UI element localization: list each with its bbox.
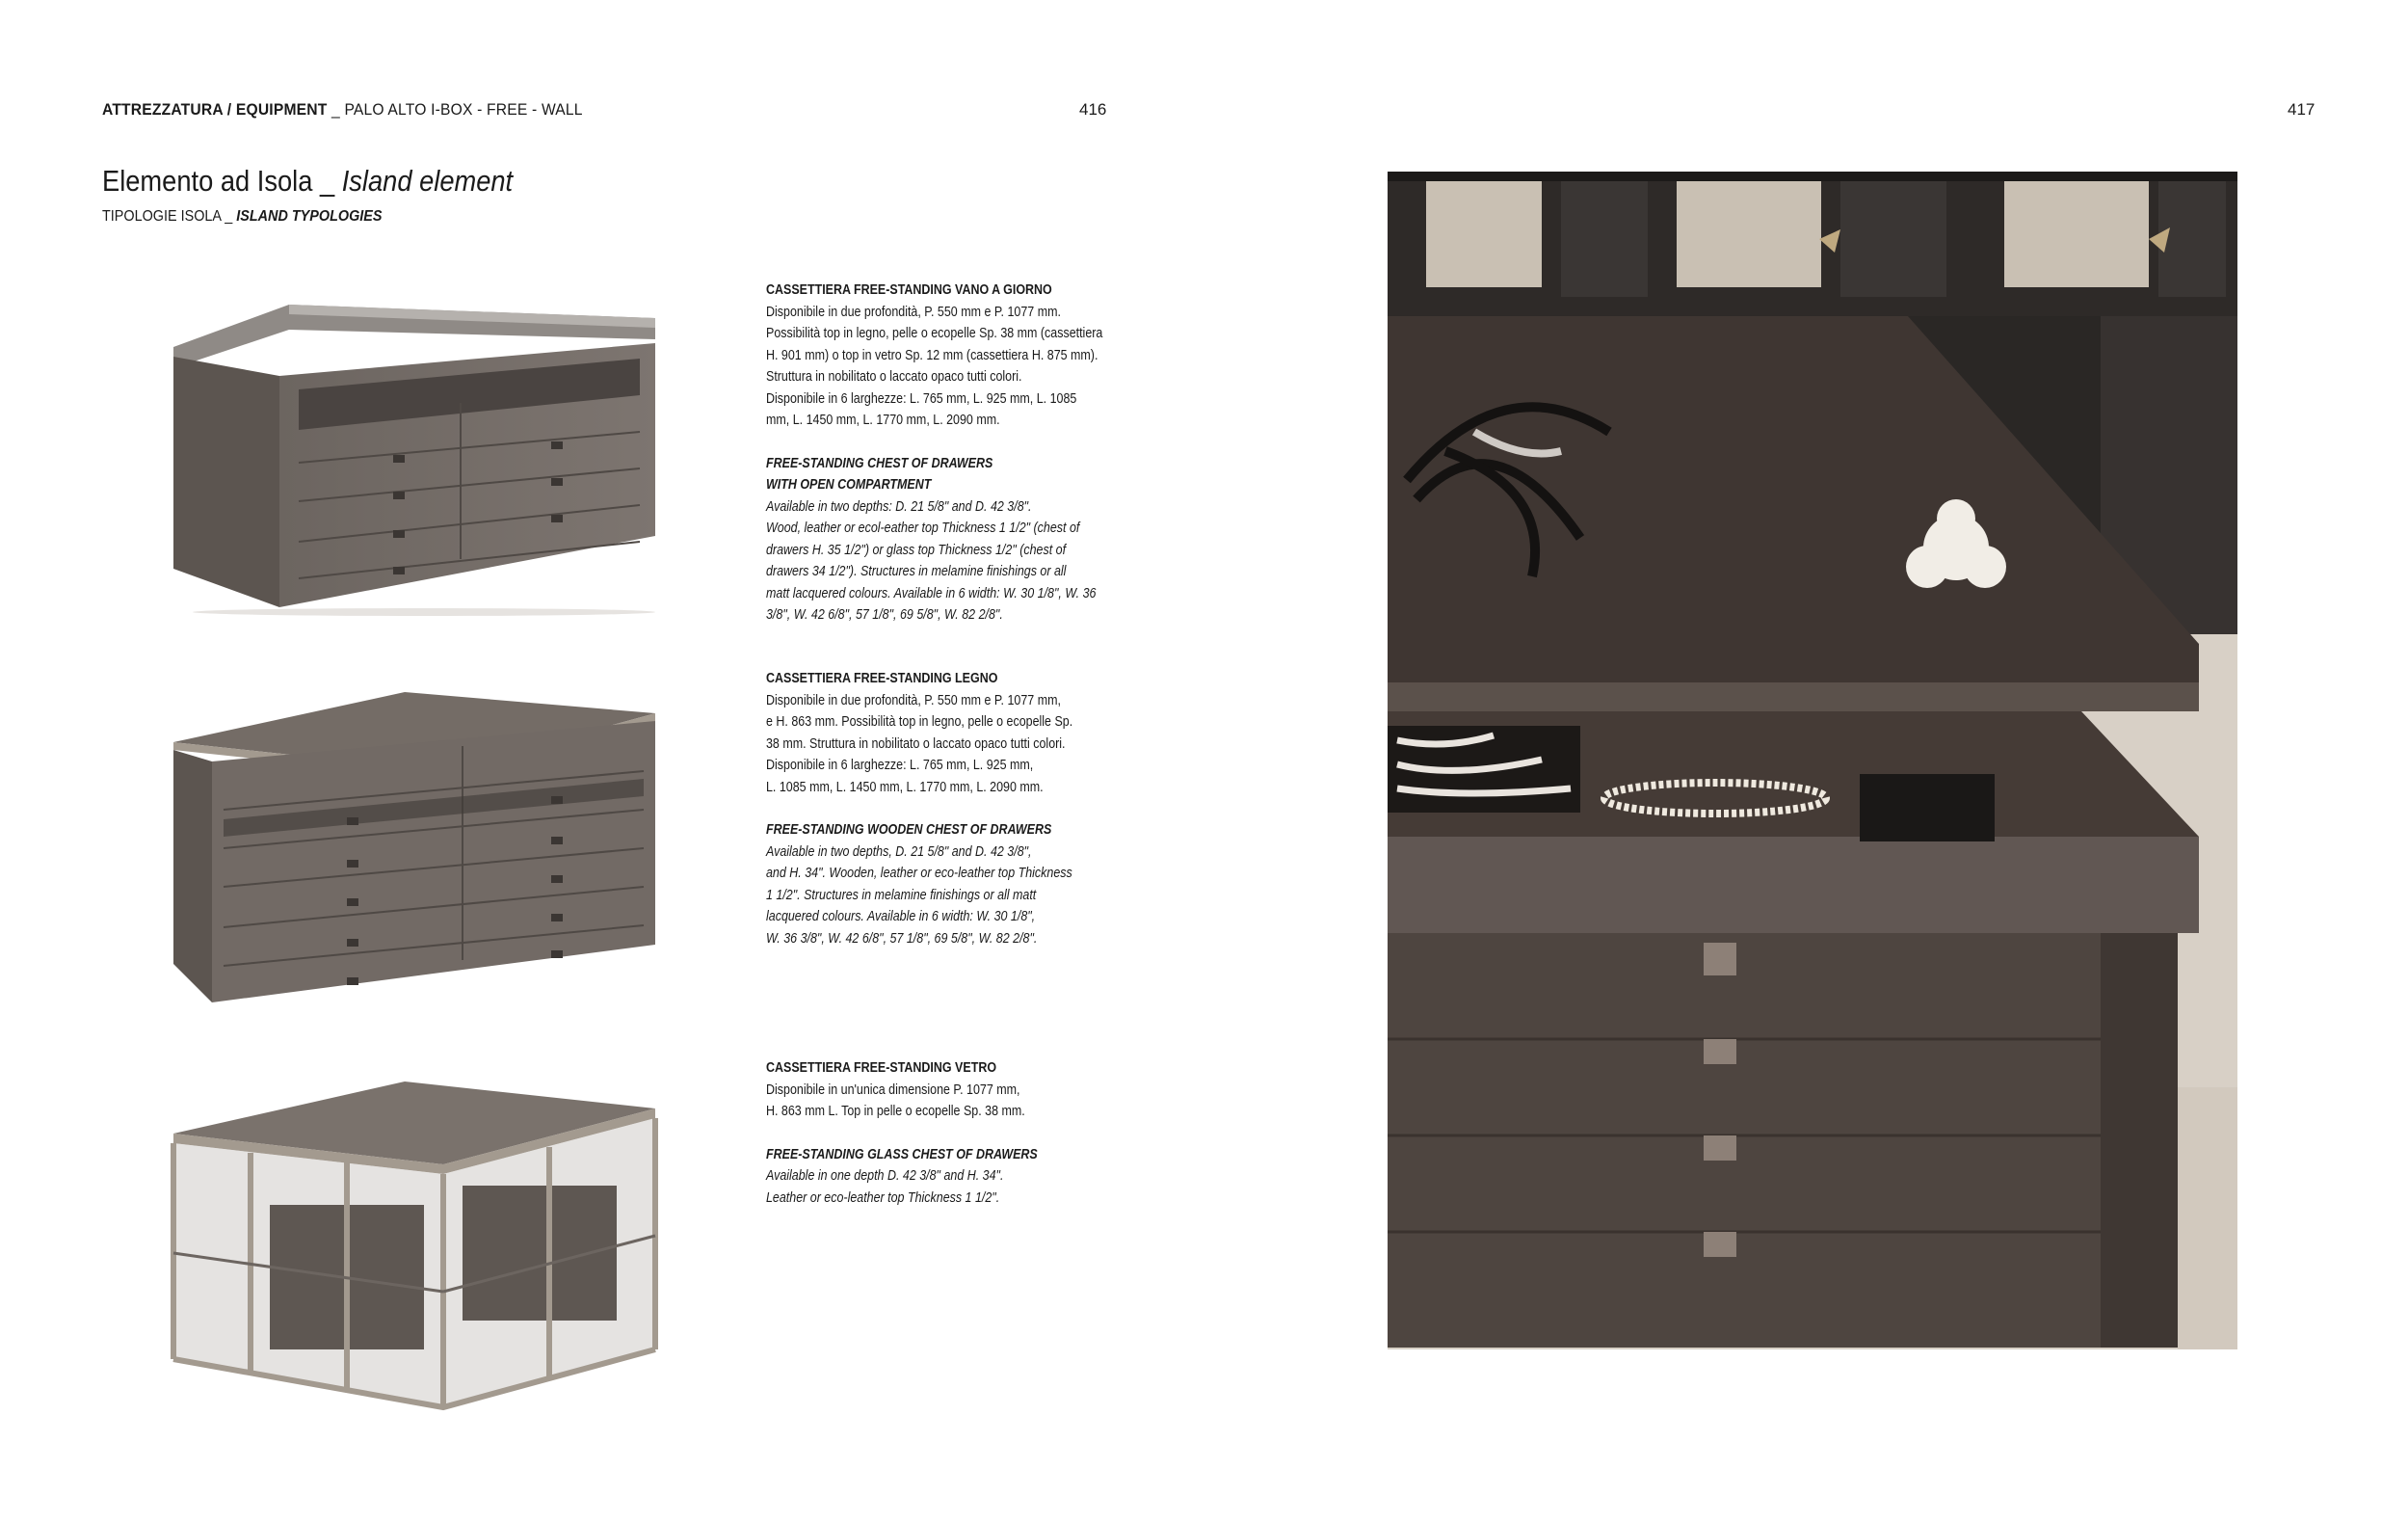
glass-chest-image bbox=[154, 1070, 675, 1417]
description-line: Possibilità top in legno, pelle o ecopelle Sp. 38 mm (cassettiera bbox=[766, 326, 1103, 341]
description-line-english: and H. 34". Wooden, leather or eco-leather top Thickness bbox=[766, 866, 1072, 881]
page-number-right: 417 bbox=[2288, 100, 2315, 119]
description-heading-english: FREE-STANDING WOODEN CHEST OF DRAWERS bbox=[766, 822, 1052, 838]
page-title bbox=[102, 164, 513, 199]
description-line-english: lacquered colours. Available in 6 width: W. 30 1/8", bbox=[766, 909, 1036, 924]
page-number-left: 416 bbox=[1079, 100, 1107, 119]
description-line-english: Available in one depth D. 42 3/8" and H. 34". bbox=[766, 1168, 1004, 1184]
description-line: Disponibile in un'unica dimensione P. 1077 mm, bbox=[766, 1081, 1020, 1098]
title-english: Island element bbox=[341, 164, 514, 198]
description-line-english: Available in two depths: D. 21 5/8" and D. 42 3/8". bbox=[766, 498, 1032, 515]
description-line: H. 901 mm) o top in vetro Sp. 12 mm (cassettiera H. 875 mm). bbox=[766, 347, 1098, 363]
description-line: 38 mm. Struttura in nobilitato o laccato opaco tutti colori. bbox=[766, 735, 1066, 752]
description-line: mm, L. 1450 mm, L. 1770 mm, L. 2090 mm. bbox=[766, 413, 1000, 428]
wooden-chest-image bbox=[154, 675, 675, 1022]
product-description-glass bbox=[766, 1057, 1114, 1209]
page-subtitle bbox=[102, 208, 522, 226]
description-line: Disponibile in 6 larghezze: L. 765 mm, L. 925 mm, bbox=[766, 758, 1034, 773]
open-compartment-chest-image bbox=[154, 289, 675, 617]
description-line-english: W. 36 3/8", W. 42 6/8", 57 1/8", 69 5/8", W. 82 2/8". bbox=[766, 930, 1038, 947]
subtitle-italian: TIPOLOGIE ISOLA _ bbox=[102, 208, 237, 225]
title-block bbox=[102, 164, 569, 226]
description-line-english: Wood, leather or ecol-eather top Thickness 1 1/2" (chest of bbox=[766, 521, 1080, 536]
description-heading-english: FREE-STANDING CHEST OF DRAWERS bbox=[766, 455, 993, 471]
description-line: Disponibile in due profondità, P. 550 mm e P. 1077 mm. bbox=[766, 304, 1061, 320]
subtitle-english: ISLAND TYPOLOGIES bbox=[236, 208, 383, 225]
section-subtitle: _ PALO ALTO I-BOX - FREE - WALL bbox=[327, 100, 583, 119]
product-description-open-compartment bbox=[766, 280, 1114, 627]
description-line-english: 3/8", W. 42 6/8", 57 1/8", 69 5/8", W. 82 2/8". bbox=[766, 607, 1003, 623]
description-heading-italian: CASSETTIERA FREE-STANDING VETRO bbox=[766, 1060, 997, 1076]
description-heading-italian: CASSETTIERA FREE-STANDING LEGNO bbox=[766, 671, 998, 686]
description-line: H. 863 mm L. Top in pelle o ecopelle Sp. 38 mm. bbox=[766, 1104, 1025, 1119]
description-heading-english: WITH OPEN COMPARTMENT bbox=[766, 477, 932, 493]
title-italian: Elemento ad Isola _ bbox=[102, 164, 342, 198]
product-description-wooden bbox=[766, 668, 1114, 949]
description-line: L. 1085 mm, L. 1450 mm, L. 1770 mm, L. 2090 mm. bbox=[766, 779, 1044, 795]
description-heading-italian: CASSETTIERA FREE-STANDING VANO A GIORNO bbox=[766, 282, 1052, 298]
description-line: Disponibile in 6 larghezze: L. 765 mm, L. 925 mm, L. 1085 bbox=[766, 390, 1077, 407]
room-photo bbox=[1388, 172, 2237, 1349]
description-line-english: Leather or eco-leather top Thickness 1 1/2". bbox=[766, 1189, 1000, 1206]
description-line-english: 1 1/2". Structures in melamine finishings or all matt bbox=[766, 887, 1037, 903]
description-line: e H. 863 mm. Possibilità top in legno, pelle o ecopelle Sp. bbox=[766, 714, 1073, 730]
description-line-english: matt lacquered colours. Available in 6 width: W. 30 1/8", W. 36 bbox=[766, 585, 1097, 601]
description-heading-english: FREE-STANDING GLASS CHEST OF DRAWERS bbox=[766, 1146, 1038, 1162]
description-line-english: drawers 34 1/2"). Structures in melamine finishings or all bbox=[766, 564, 1067, 579]
page-header bbox=[102, 100, 583, 120]
description-line: Disponibile in due profondità, P. 550 mm e P. 1077 mm, bbox=[766, 692, 1061, 708]
description-line-english: drawers H. 35 1/2") or glass top Thickness 1/2" (chest of bbox=[766, 542, 1067, 558]
section-title: ATTREZZATURA / EQUIPMENT bbox=[102, 100, 328, 119]
description-line-english: Available in two depths, D. 21 5/8" and D. 42 3/8", bbox=[766, 843, 1032, 860]
description-line: Struttura in nobilitato o laccato opaco tutti colori. bbox=[766, 369, 1022, 385]
